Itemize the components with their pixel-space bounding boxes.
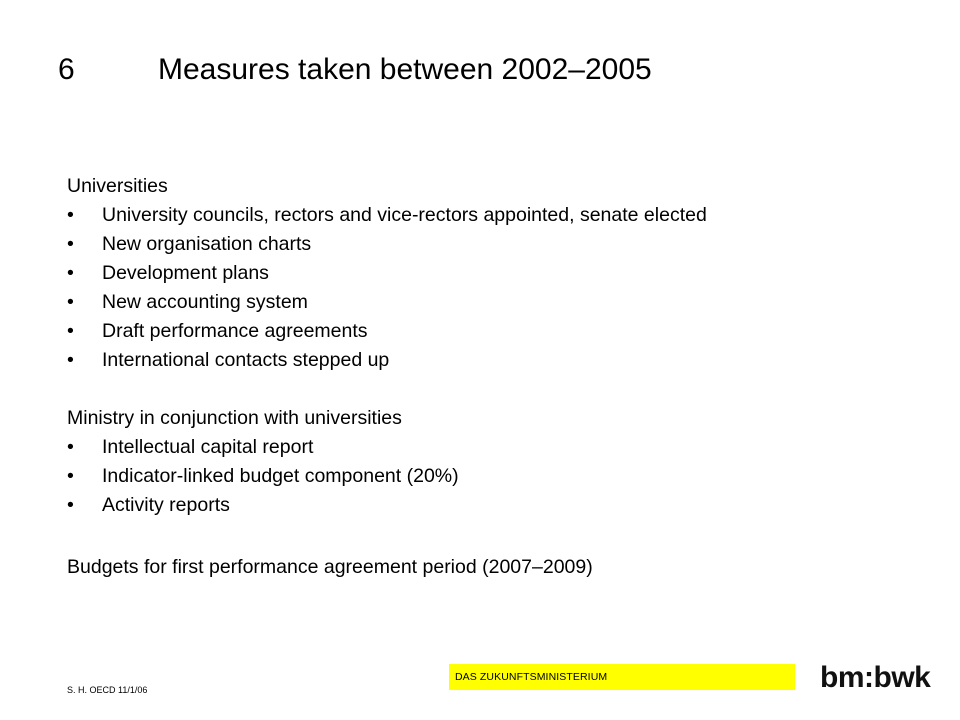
tagline-banner bbox=[449, 664, 795, 690]
bullet-icon: • bbox=[67, 262, 74, 284]
list-item: • Intellectual capital report bbox=[67, 433, 707, 462]
list-item: • Indicator-linked budget component (20%) bbox=[67, 462, 707, 491]
bullet-icon: • bbox=[67, 494, 74, 516]
spacer bbox=[67, 375, 707, 404]
bullet-icon: • bbox=[67, 320, 74, 342]
bullet-icon: • bbox=[67, 465, 74, 487]
section-heading-universities: Universities bbox=[67, 175, 168, 197]
bullet-icon: • bbox=[67, 204, 74, 226]
list-item: • International contacts stepped up bbox=[67, 346, 707, 375]
bullet-icon: • bbox=[67, 291, 74, 313]
slide-content bbox=[67, 172, 707, 582]
logo-separator: : bbox=[864, 661, 874, 694]
budgets-statement: Budgets for first performance agreement period (2007–2009) bbox=[67, 556, 593, 578]
list-item: • New accounting system bbox=[67, 288, 707, 317]
slide-title bbox=[58, 50, 652, 90]
list-item: • Development plans bbox=[67, 259, 707, 288]
list-item: • University councils, rectors and vice-rectors appointed, senate elected bbox=[67, 201, 707, 230]
bullet-icon: • bbox=[67, 436, 74, 458]
spacer bbox=[67, 520, 707, 553]
list-item: • Activity reports bbox=[67, 491, 707, 520]
logo-part-2: bwk bbox=[873, 661, 931, 694]
tagline-text: DAS ZUKUNFTSMINISTERIUM bbox=[455, 671, 608, 683]
universities-list bbox=[67, 201, 707, 375]
slide-title-text: Measures taken between 2002–2005 bbox=[158, 53, 652, 86]
list-item: • Draft performance agreements bbox=[67, 317, 707, 346]
slide-number: 6 bbox=[58, 53, 75, 86]
footer-author-date: S. H. OECD 11/1/06 bbox=[67, 685, 148, 695]
bullet-icon: • bbox=[67, 233, 74, 255]
ministry-logo bbox=[820, 660, 930, 696]
bullet-icon: • bbox=[67, 349, 74, 371]
list-item: • New organisation charts bbox=[67, 230, 707, 259]
ministry-list bbox=[67, 433, 707, 520]
logo-part-1: bm bbox=[820, 661, 864, 694]
section-heading-ministry: Ministry in conjunction with universities bbox=[67, 407, 402, 429]
